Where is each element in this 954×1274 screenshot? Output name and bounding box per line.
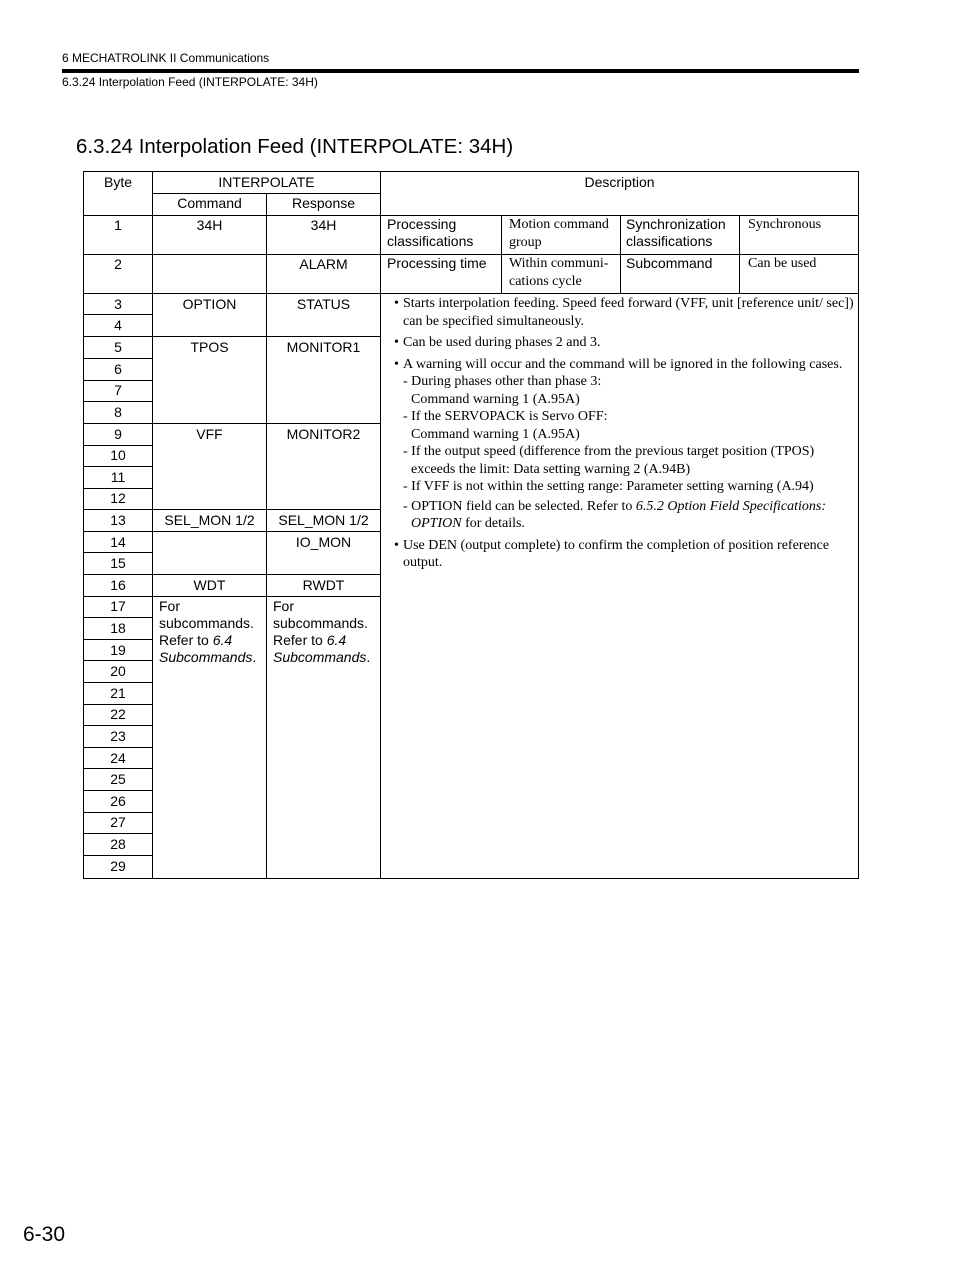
byte-number: 24 [110,750,126,766]
table-hline [83,358,153,359]
table-hline [83,336,381,337]
command-code: 34H [196,217,223,233]
warning-case: - During phases other than phase 3: [403,374,602,389]
byte-number: 14 [110,534,126,550]
table-hline [83,704,153,705]
byte-number: 26 [110,793,126,809]
table-hline [83,833,153,834]
header-byte: Byte [103,174,132,190]
table-hline [83,531,381,532]
description-bullet: • A warning will occur and the command will be ignored in the following cases. [394,356,856,374]
response-status: STATUS [296,296,351,312]
command-option: OPTION [182,296,237,312]
processing-time-label: Processing time [387,255,487,271]
byte-number: 22 [110,706,126,722]
response-rwdt: RWDT [302,577,345,593]
table-hline [83,768,153,769]
response-subcommand-note: For subcommands. Refer to 6.4 Subcommands. [273,598,371,665]
table-hline [83,423,381,424]
warning-case: - If the SERVOPACK is Servo OFF: [403,409,608,424]
running-header-chapter: 6 MECHATROLINK II Communications [62,51,270,65]
table-hline [83,790,153,791]
command-tpos: TPOS [190,339,229,355]
table-hline [83,660,153,661]
byte-number: 5 [114,339,122,355]
byte-number: 16 [110,577,126,593]
table-hline [83,747,153,748]
description-bullet: • Can be used during phases 2 and 3. [394,334,856,352]
section-title: 6.3.24 Interpolation Feed (INTERPOLATE: 34H) [76,135,514,158]
byte-number: 20 [110,663,126,679]
subcommand-reference[interactable]: 6.4 [326,632,347,648]
byte-number: 23 [110,728,126,744]
command-sel-mon: SEL_MON 1/2 [164,512,255,528]
synchronization-classifications-label: Synchronization classifications [626,216,726,249]
processing-classifications-label: Processing classifications [387,216,474,249]
table-hline [83,617,153,618]
response-sel-mon: SEL_MON 1/2 [278,512,369,528]
table-hline [83,574,381,575]
byte-number: 25 [110,771,126,787]
table-hline [83,682,153,683]
table-hline [83,596,381,597]
command-vff: VFF [196,426,223,442]
response-alarm: ALARM [299,256,348,272]
table-hline [83,639,153,640]
byte-number: 3 [114,296,122,312]
synchronization-classifications-value: Synchronous [748,217,822,232]
byte-number: 15 [110,555,126,571]
warning-case-detail: Command warning 1 (A.95A) [411,391,580,407]
table-hline [83,509,381,510]
byte-number: 10 [110,447,126,463]
table-hline [83,380,153,381]
table-hline [83,855,153,856]
subcommand-label: Subcommand [626,255,713,271]
description-bullet: • Use DEN (output complete) to confirm the completion of position reference output. [394,537,856,572]
header-description: Description [584,174,655,190]
byte-number: 13 [110,512,126,528]
table-hline [83,401,153,402]
byte-number: 18 [110,620,126,636]
description-text [394,295,856,572]
table-hline [83,293,859,294]
byte-number: 12 [110,490,126,506]
warning-case: - If VFF is not within the setting range: Parameter setting warning (A.94) [403,479,814,494]
table-hline [83,488,153,489]
byte-number: 8 [114,404,122,420]
option-field-reference[interactable]: OPTION [411,516,462,531]
processing-time-value: Within communi-cations cycle [509,256,609,289]
byte-number: 11 [110,469,126,485]
response-io-mon: IO_MON [295,534,352,550]
table-hline [83,552,153,553]
byte-number: 9 [114,426,122,442]
table-hline [152,193,381,194]
byte-number: 7 [114,382,122,398]
table-hline [83,466,153,467]
warning-case: - If the output speed (difference from the previous target position (TPOS) exceeds the limit: Data setting warning 2 (A.94B) [403,444,815,477]
command-subcommand-note: For subcommands. Refer to 6.4 Subcommands. [159,598,257,665]
header-command: Command [177,195,242,211]
page-number: 6-30 [23,1223,66,1246]
byte-number: 29 [110,858,126,874]
byte-number: 19 [110,642,126,658]
byte-number: 2 [114,256,122,272]
subcommand-reference[interactable]: Subcommands [159,649,253,665]
byte-number: 4 [114,317,122,333]
running-header-section: 6.3.24 Interpolation Feed (INTERPOLATE: 34H) [62,75,318,89]
option-field-reference[interactable]: 6.5.2 Option Field Specifications: [635,498,826,514]
table-hline [83,314,153,315]
table-hline [83,725,153,726]
byte-number: 28 [110,836,126,852]
response-code: 34H [310,217,337,233]
byte-number: 17 [110,598,126,614]
subcommand-value: Can be used [748,256,817,271]
table-hline [83,812,153,813]
header-command-name: INTERPOLATE [218,174,315,190]
processing-classifications-value: Motion command group [509,217,609,250]
byte-number: 21 [110,685,126,701]
byte-number: 1 [114,217,122,233]
byte-number: 6 [114,361,122,377]
subcommand-reference[interactable]: Subcommands [273,649,367,665]
warning-case-detail: Command warning 1 (A.95A) [411,426,580,442]
header-response: Response [291,195,356,211]
header-rule [62,69,859,73]
description-bullet: • Starts interpolation feeding. Speed feed forward (VFF, unit [reference unit/ sec]) can be specified simultaneously. [394,295,856,330]
byte-number: 27 [110,814,126,830]
subcommand-reference[interactable]: 6.4 [212,632,233,648]
response-monitor2: MONITOR2 [286,426,361,442]
command-wdt: WDT [193,577,226,593]
table-hline [83,445,153,446]
warning-case: - OPTION field can be selected. Refer to 6.5.2 Option Field Specifications: OPTION for details. [403,498,826,531]
response-monitor1: MONITOR1 [286,339,361,355]
